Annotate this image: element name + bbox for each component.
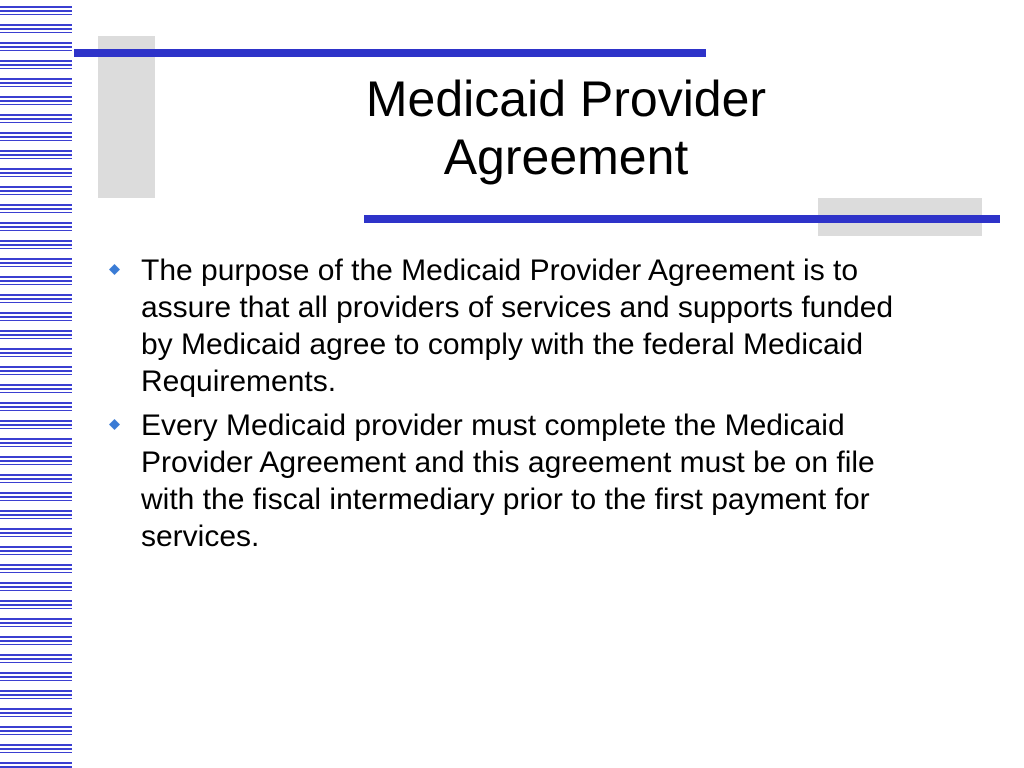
- slide-title: Medicaid Provider Agreement: [365, 71, 767, 185]
- bullet-text: Every Medicaid provider must complete the Medicaid Provider Agreement and this agreement must be on file with the fiscal intermediary prior to the first payment for services.: [141, 409, 875, 553]
- gray-accent-block-top: [98, 36, 155, 198]
- diamond-bullet-icon: [109, 419, 120, 430]
- bullet-item: [104, 252, 924, 400]
- bullet-list: [104, 252, 924, 562]
- diamond-bullet-icon: [109, 264, 120, 275]
- bullet-text: The purpose of the Medicaid Provider Agreement is to assure that all providers of services and supports funded by Medicaid agree to comply with the federal Medicaid Requirements.: [141, 254, 894, 398]
- left-striped-border: [0, 0, 74, 768]
- bullet-item: [104, 407, 924, 555]
- bottom-blue-rule: [364, 215, 1000, 223]
- top-blue-rule: [74, 49, 706, 57]
